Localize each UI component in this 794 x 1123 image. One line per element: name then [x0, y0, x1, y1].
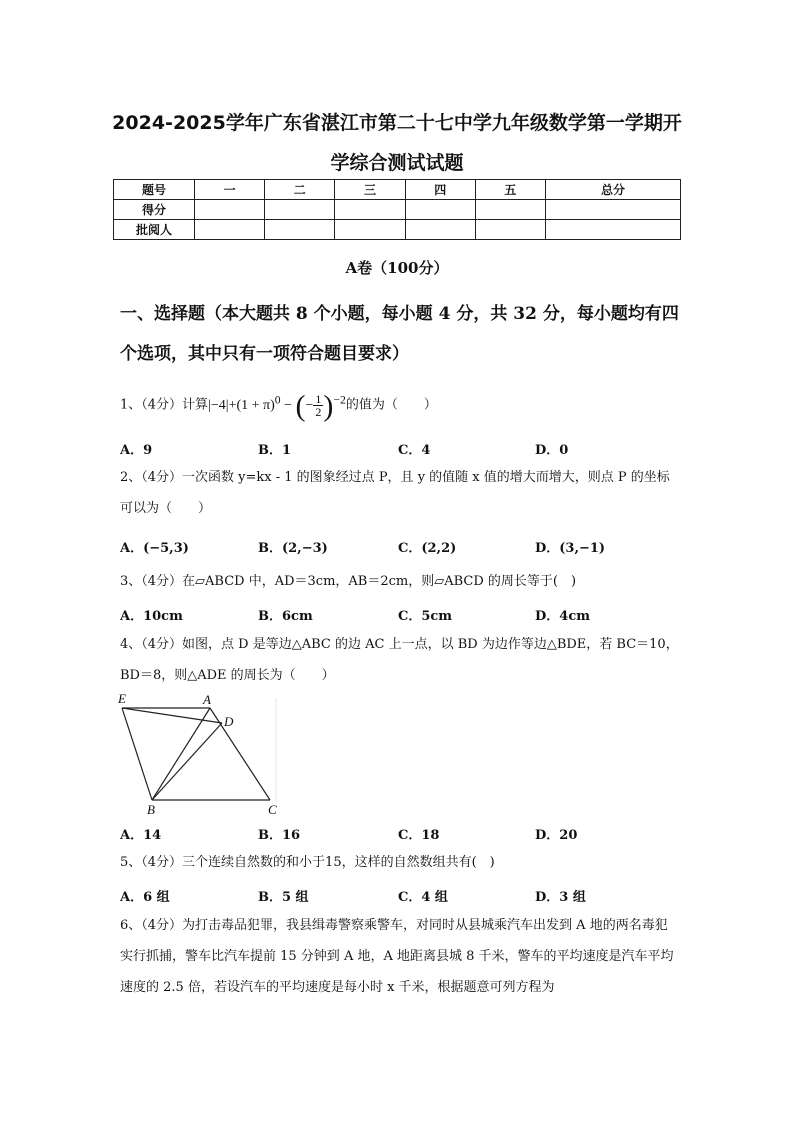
option-b[interactable]: B．(2,−3) [258, 541, 328, 556]
math-minus: − [284, 397, 293, 413]
question-2: 2、（4分）一次函数 y=kx - 1 的图象经过点 P，且 y 的值随 x 值的增大而增大，则点 P 的坐标可以为（ ） [120, 470, 670, 516]
question-6: 6、（4分）为打击毒品犯罪，我县缉毒警察乘警车，对同时从县城乘汽车出发到 A 地的两名毒犯实行抓捕，警车比汽车提前 15 分钟到 A 地，A 地距离县城 8 千米，警车的平均速度是汽车平均速度的 2.5 倍，若设汽车的平均速度是每小时 x 千米，根据题意可列方程为 [120, 918, 674, 995]
option-a[interactable]: A．9 [120, 443, 153, 458]
section-1-heading: 一、选择题（本大题共 8 个小题，每小题 4 分，共 32 分，每小题均有四个选项，其中只有一项符合题目要求） [120, 304, 679, 364]
score-cell[interactable] [265, 220, 335, 240]
question-1-formula: $|-4|+(1 + \pi)^0$ − (− $\frac{1}{2}$ )$^{-2}$ [208, 388, 346, 422]
option-b[interactable]: B．5 组 [258, 890, 309, 905]
score-header-cell: 二 [265, 180, 335, 200]
score-cell[interactable] [405, 220, 475, 240]
option-d[interactable]: D．4cm [535, 609, 590, 624]
exam-title-line2: 学综合测试试题 [330, 152, 464, 174]
question-5: 5、（4分）三个连续自然数的和小于15，这样的自然数组共有( ) [120, 855, 495, 870]
score-cell[interactable] [195, 220, 265, 240]
question-1-prefix: 1、（4分）计算 [120, 397, 209, 413]
score-cell[interactable] [546, 220, 681, 240]
question-1 [120, 384, 680, 421]
option-a[interactable]: A．10cm [120, 609, 183, 624]
score-cell[interactable] [195, 200, 265, 220]
segment-ac [210, 708, 270, 800]
score-header-cell: 三 [335, 180, 405, 200]
option-c[interactable]: C．18 [398, 828, 440, 843]
label-c: C [268, 802, 277, 817]
fraction-numerator: 1 [315, 391, 322, 406]
segment-ed [122, 708, 222, 723]
score-header-cell: 五 [475, 180, 545, 200]
score-table-header-row [114, 180, 681, 200]
score-cell[interactable] [335, 200, 405, 220]
option-d[interactable]: D．0 [535, 443, 569, 458]
score-cell[interactable] [475, 200, 545, 220]
score-header-cell: 题号 [114, 180, 195, 200]
label-a: A [203, 692, 211, 707]
option-d[interactable]: D．(3,−1) [535, 541, 606, 556]
option-a[interactable]: A．14 [120, 828, 162, 843]
option-a[interactable]: A．(−5,3) [120, 541, 189, 556]
exam-title-line1: 2024-2025学年广东省湛江市第二十七中学九年级数学第一学期开 [112, 112, 682, 134]
math-fraction [313, 393, 323, 418]
option-d[interactable]: D．3 组 [535, 890, 586, 905]
option-c[interactable]: C．(2,2) [398, 541, 457, 556]
segment-eb [122, 708, 152, 800]
math-exponent: −2 [333, 393, 346, 406]
score-cell[interactable] [405, 200, 475, 220]
question-5-options [120, 886, 680, 906]
score-row-label: 批阅人 [114, 220, 195, 240]
option-b[interactable]: B．6cm [258, 609, 313, 624]
score-table [113, 179, 681, 240]
segment-ab [152, 708, 210, 800]
triangle-figure [112, 690, 292, 820]
question-4: 4、（4分）如图，点 D 是等边△ABC 的边 AC 上一点，以 BD 为边作等边△BDE，若 BC＝10，BD＝8，则△ADE 的周长为（ ） [120, 637, 679, 683]
math-term: (1 + π) [236, 397, 275, 413]
section-a-heading: A卷（100分） [345, 259, 449, 277]
score-header-cell: 一 [195, 180, 265, 200]
math-exponent-zero: 0 [274, 393, 281, 406]
option-b[interactable]: B．1 [258, 443, 292, 458]
segment-bd [152, 723, 222, 800]
math-abs-value: −4 [210, 397, 226, 413]
question-3: 3、（4分）在▱ABCD 中，AD＝3cm，AB＝2cm，则▱ABCD 的周长等于( ) [120, 574, 577, 589]
question-4-options [120, 824, 680, 844]
option-c[interactable]: C．5cm [398, 609, 453, 624]
option-b[interactable]: B．16 [258, 828, 301, 843]
option-c[interactable]: C．4 [398, 443, 431, 458]
score-cell[interactable] [335, 220, 405, 240]
question-2-options [120, 537, 680, 557]
question-1-options [120, 439, 680, 459]
option-d[interactable]: D．20 [535, 828, 578, 843]
score-table-row [114, 200, 681, 220]
math-negative-sign: − [305, 397, 314, 413]
score-cell[interactable] [546, 200, 681, 220]
score-cell[interactable] [475, 220, 545, 240]
question-1-suffix: 的值为（ ） [345, 397, 437, 413]
score-table-row [114, 220, 681, 240]
label-e: E [118, 691, 126, 706]
label-d: D [224, 714, 234, 729]
math-paren-right: ) [323, 388, 334, 422]
option-c[interactable]: C．4 组 [398, 890, 448, 905]
math-paren-left: ( [295, 388, 306, 422]
math-plus: + [228, 397, 237, 413]
question-3-options [120, 605, 680, 625]
score-row-label: 得分 [114, 200, 195, 220]
score-cell[interactable] [265, 200, 335, 220]
option-a[interactable]: A．6 组 [120, 890, 170, 905]
score-header-cell: 四 [405, 180, 475, 200]
fraction-denominator: 2 [315, 404, 322, 419]
score-header-cell: 总分 [546, 180, 681, 200]
label-b: B [147, 802, 155, 817]
